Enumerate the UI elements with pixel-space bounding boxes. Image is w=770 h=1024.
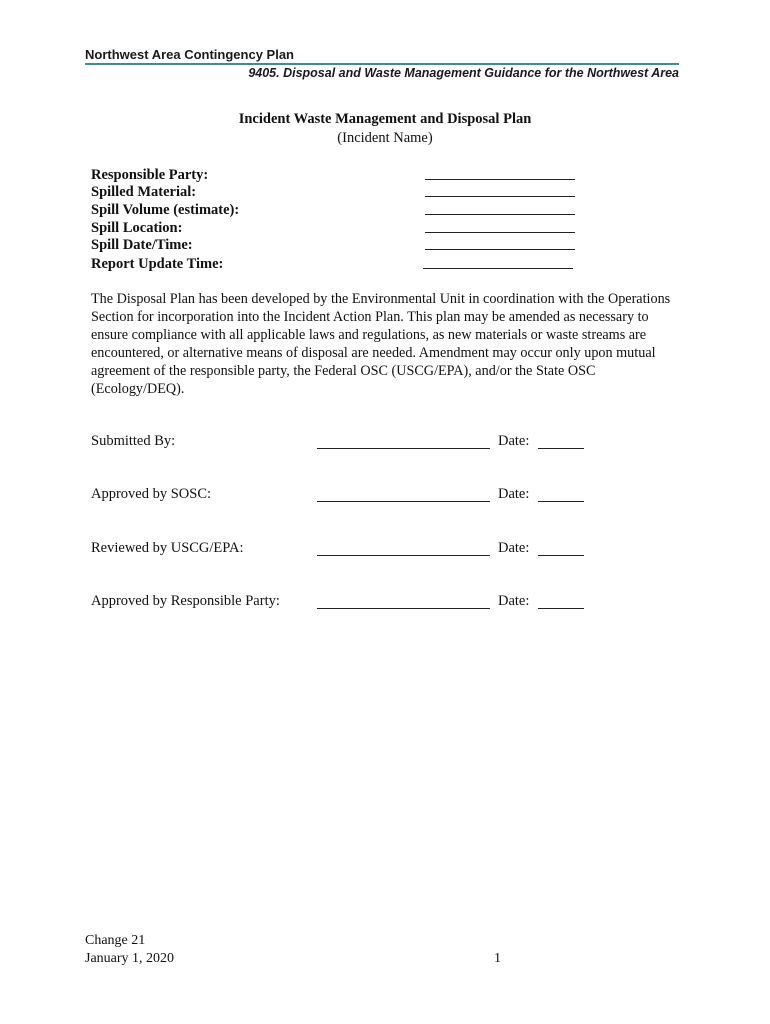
date-line[interactable] <box>538 501 584 502</box>
field-label: Spill Volume (estimate): <box>91 202 240 218</box>
date-line[interactable] <box>538 448 584 449</box>
disposal-plan-paragraph: The Disposal Plan has been developed by the Environmental Unit in coordination with the Operations Section for incorporation into the Incident Action Plan. This plan may be amended as necessary to ensure compliance with all applicable laws and regulations, as new materials or waste streams are encountered, or alternative means of disposal are needed. Amendment may occur only upon mutual agreement of the responsible party, the Federal OSC (USCG/EPA), and/or the State OSC (Ecology/DEQ). <box>91 291 671 397</box>
date-line[interactable] <box>538 555 584 556</box>
form-title: Incident Waste Management and Disposal Plan <box>238 111 532 127</box>
field-spilled-material <box>91 183 591 201</box>
field-spill-datetime <box>91 236 591 254</box>
field-report-update-time <box>91 255 591 273</box>
signature-row-approved-by-responsible-party <box>91 593 611 613</box>
signature-label: Reviewed by USCG/EPA: <box>91 540 244 556</box>
date-label: Date: <box>498 486 530 502</box>
form-subtitle: (Incident Name) <box>337 130 433 146</box>
signature-label: Approved by SOSC: <box>91 486 212 502</box>
date-label: Date: <box>498 540 530 556</box>
field-blank-line[interactable] <box>425 196 575 197</box>
signature-label: Submitted By: <box>91 433 176 449</box>
date-label: Date: <box>498 433 530 449</box>
field-spill-location <box>91 219 591 237</box>
signature-row-reviewed-by-uscg-epa <box>91 540 611 560</box>
field-label: Spilled Material: <box>91 184 197 200</box>
signature-label: Approved by Responsible Party: <box>91 593 280 609</box>
signature-line[interactable] <box>317 608 490 609</box>
field-label: Responsible Party: <box>91 167 209 183</box>
signature-line[interactable] <box>317 501 490 502</box>
signature-line[interactable] <box>317 555 490 556</box>
field-blank-line[interactable] <box>423 268 573 269</box>
header-section-title: 9405. Disposal and Waste Management Guidance for the Northwest Area <box>248 66 679 80</box>
field-blank-line[interactable] <box>425 179 575 180</box>
footer-change: Change 21 <box>85 933 146 948</box>
signature-line[interactable] <box>317 448 490 449</box>
field-blank-line[interactable] <box>425 232 575 233</box>
signature-row-submitted-by <box>91 433 611 453</box>
field-responsible-party <box>91 166 591 184</box>
field-spill-volume <box>91 201 591 219</box>
header-title: Northwest Area Contingency Plan <box>85 47 294 62</box>
header-divider <box>85 63 679 65</box>
field-label: Spill Date/Time: <box>91 237 193 253</box>
signature-row-approved-by-sosc <box>91 486 611 506</box>
date-line[interactable] <box>538 608 584 609</box>
footer-date: January 1, 2020 <box>85 951 175 966</box>
field-blank-line[interactable] <box>425 214 575 215</box>
field-blank-line[interactable] <box>425 249 575 250</box>
page-number: 1 <box>494 951 501 966</box>
date-label: Date: <box>498 593 530 609</box>
field-label: Report Update Time: <box>91 256 224 272</box>
field-label: Spill Location: <box>91 220 183 236</box>
